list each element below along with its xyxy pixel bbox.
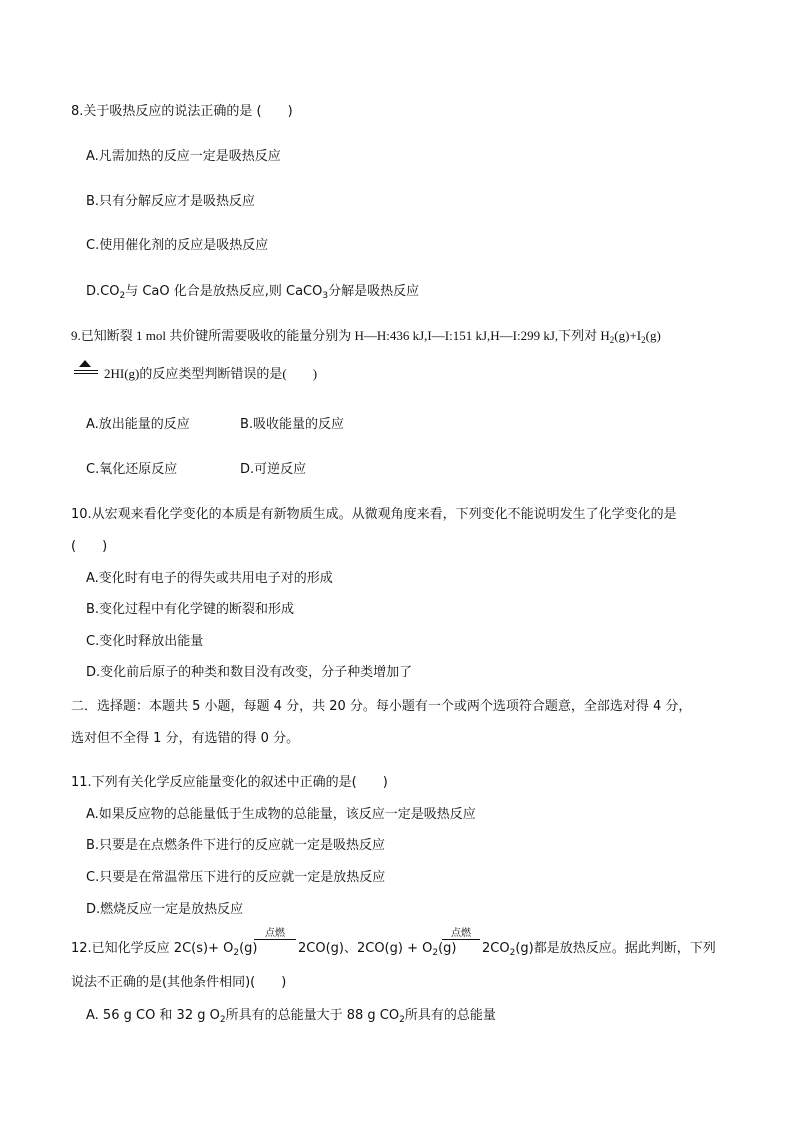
ignite-label: 点燃 [451,928,471,939]
q12-stem-part2: 2CO(g)、$2CO(g) + O_2(g)$ [298,941,457,958]
q12-stem-line2: 说法不正确的是(其他条件相同)( ) [71,975,287,990]
q9-stem: 9.已知断裂 1 mol 共价键所需要吸收的能量分别为 H—H:436 kJ,I—I:151 kJ,H—I:299 kJ,下列对 $H_2(g)+I_2(g)$ [71,328,661,345]
q11-option-c: C.只要是在常温常压下进行的反应就一定是放热反应 [86,870,386,885]
q12-reaction-arrow-2 [442,928,480,941]
reaction-arrow-icon [442,939,480,941]
q8-stem: 8.关于吸热反应的说法正确的是 ( ) [71,104,293,119]
q12-option-a: A. 56 g CO 和 32 g $O_2$所具有的总能量大于 88 g $CO_2$所具有的总能量 [86,1008,496,1025]
q8-option-d: $D.CO_2$与 CaO 化合是放热反应,则 CaCO$_3$分解是吸热反应 [86,284,420,301]
q10-option-a: A.变化时有电子的得失或共用电子对的形成 [86,571,333,586]
q12-stem-part1: 12.已知化学反应 $2C(s)+ O_2(g)$ [71,941,258,958]
heat-triangle-icon [79,360,91,367]
q11-option-d: D.燃烧反应一定是放热反应 [86,902,244,917]
q8-option-a: A.凡需加热的反应一定是吸热反应 [86,149,281,164]
q9-option-c: C.氧化还原反应 [86,462,178,477]
q10-stem-line2: ( ) [71,539,108,554]
q10-stem: 10.从宏观来看化学变化的本质是有新物质生成。从微观角度来看，下列变化不能说明发生了化学变化的是 [71,507,677,522]
q11-option-b: B.只要是在点燃条件下进行的反应就一定是吸热反应 [86,838,386,853]
q11-option-a: A.如果反应物的总能量低于生成物的总能量，该反应一定是吸热反应 [86,807,476,822]
section2-instructions-line1: 二．选择题：本题共 5 小题，每题 4 分，共 20 分。每小题有一个或两个选项符合题意，全部选对得 4 分， [71,699,692,714]
q8-option-b: B.只有分解反应才是吸热反应 [86,194,256,209]
ignite-label: 点燃 [265,928,285,939]
q9-option-b: B.吸收能量的反应 [240,417,345,432]
q10-option-c: C.变化时释放出能量 [86,634,204,649]
q12-stem-part3: $2CO_2(g)$都是放热反应。据此判断，下列 [482,941,716,958]
q9-option-a: A.放出能量的反应 [86,417,190,432]
reaction-arrow-icon [254,939,296,941]
equilibrium-arrow-icon [74,370,98,374]
q10-option-d: D.变化前后原子的种类和数目没有改变，分子种类增加了 [86,665,413,680]
q8-option-c: C.使用催化剂的反应是吸热反应 [86,238,269,253]
q9-option-d: D.可逆反应 [240,462,307,477]
section2-instructions-line2: 选对但不全得 1 分，有选错的得 0 分。 [71,731,300,746]
q9-stem-line2: 2HI(g)的反应类型判断错误的是( ) [104,366,318,381]
q11-stem: 11.下列有关化学反应能量变化的叙述中正确的是( ) [71,775,388,790]
q10-option-b: B.变化过程中有化学键的断裂和形成 [86,602,295,617]
q12-reaction-arrow-1 [254,928,296,941]
